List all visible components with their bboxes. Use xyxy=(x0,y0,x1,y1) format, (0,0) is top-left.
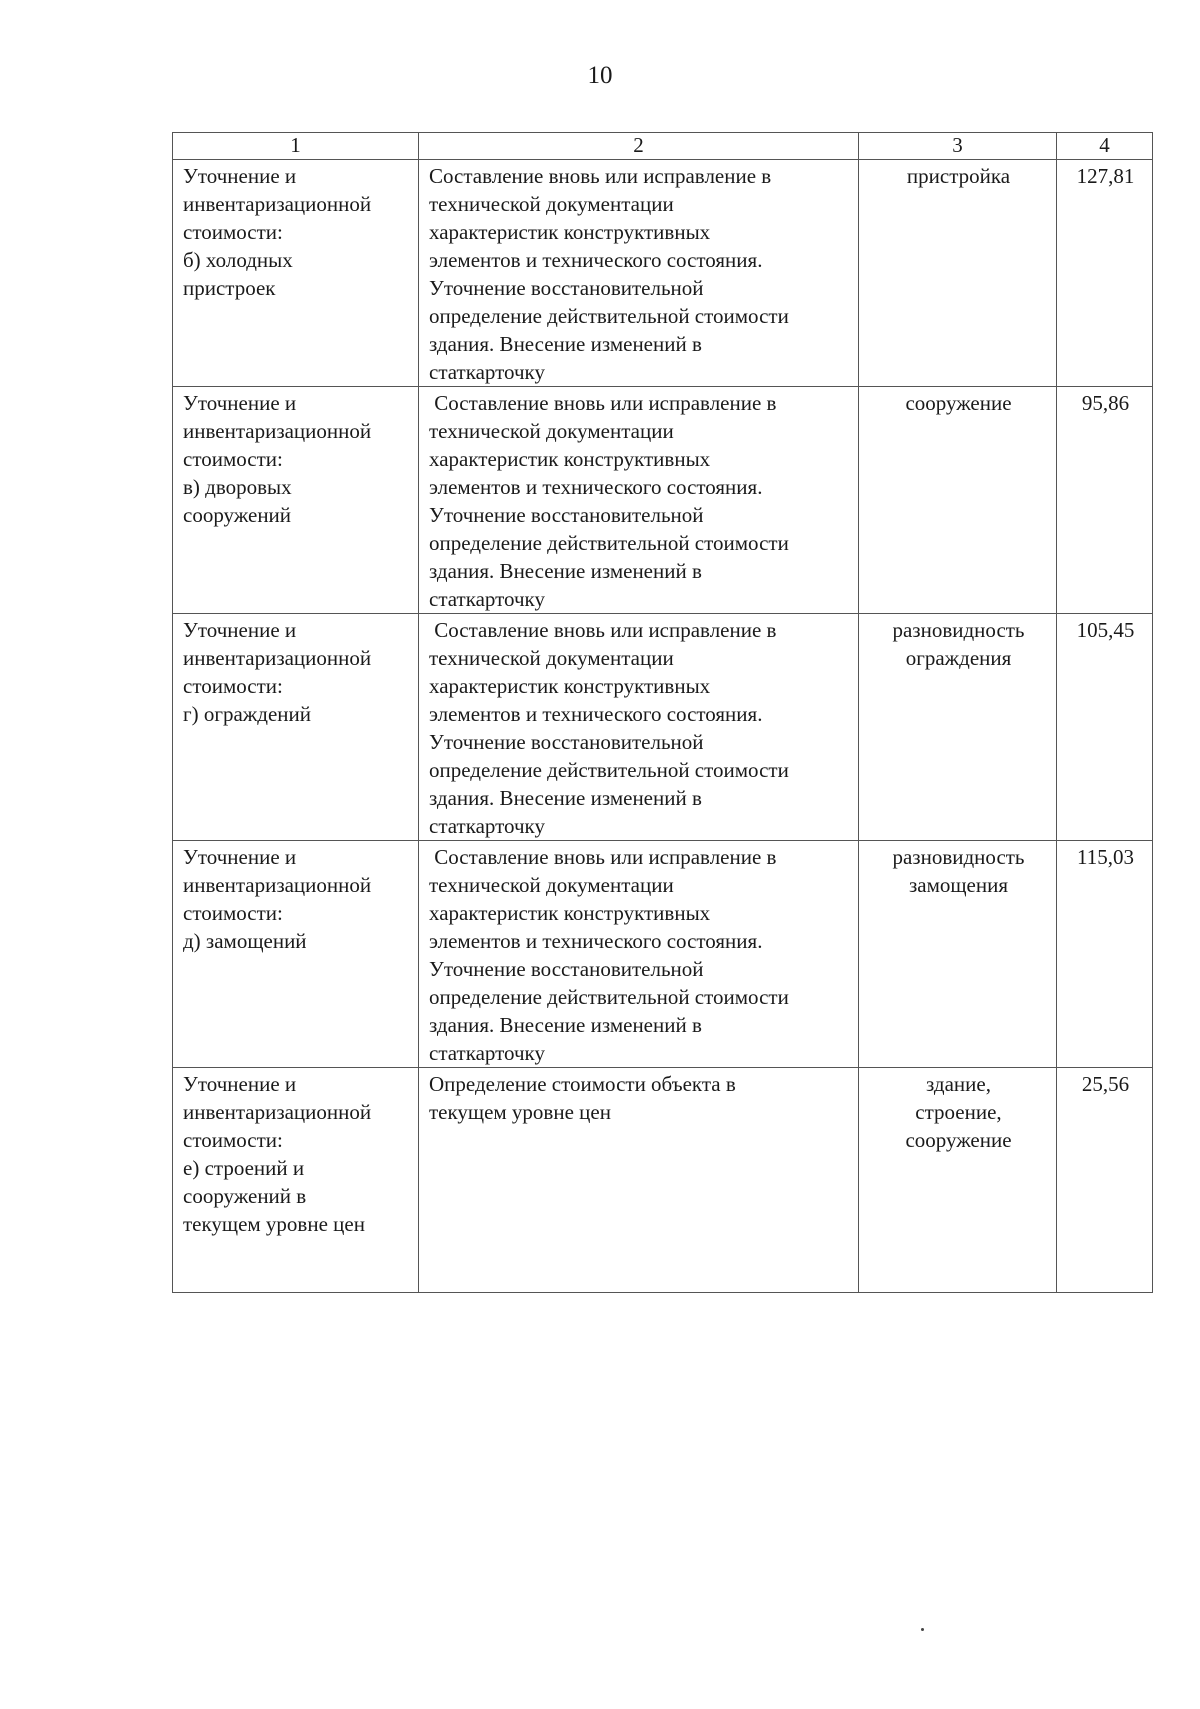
text-line: характеристик конструктивных xyxy=(429,447,711,471)
column-header: 2 xyxy=(419,133,859,160)
text-line: стоимости: xyxy=(183,220,283,244)
text-line: определение действительной стоимости xyxy=(429,304,789,328)
cell-price: 105,45 xyxy=(1057,614,1153,841)
text-line: сооружений в xyxy=(183,1184,307,1208)
page-number: 10 xyxy=(587,62,613,89)
column-header: 1 xyxy=(173,133,419,160)
text-line: Уточнение и xyxy=(183,1072,297,1096)
cell-work-type xyxy=(173,387,419,614)
text-line: Уточнение и xyxy=(183,164,297,188)
text-line: Уточнение восстановительной xyxy=(429,957,704,981)
text-line: пристройка xyxy=(906,164,1011,188)
cell-description xyxy=(419,160,859,387)
text-line: ограждения xyxy=(905,646,1012,670)
text-line: в) дворовых xyxy=(183,475,292,499)
text-line: Составление вновь или исправление в xyxy=(429,845,777,869)
text-line: статкарточку xyxy=(429,360,545,384)
text-line: Составление вновь или исправление в xyxy=(429,618,777,642)
cell-work-type xyxy=(173,1068,419,1293)
cell-unit xyxy=(859,614,1057,841)
text-line: инвентаризационной xyxy=(183,873,372,897)
text-line: замощения xyxy=(908,873,1009,897)
text-line: сооружение xyxy=(905,391,1012,415)
text-line: характеристик конструктивных xyxy=(429,674,711,698)
text-line: статкарточку xyxy=(429,1041,545,1065)
text-line: элементов и технического состояния. xyxy=(429,702,763,726)
cell-description xyxy=(419,614,859,841)
text-line: инвентаризационной xyxy=(183,192,372,216)
text-line: технической документации xyxy=(429,192,674,216)
text-line: технической документации xyxy=(429,646,674,670)
text-line: элементов и технического состояния. xyxy=(429,929,763,953)
text-line: технической документации xyxy=(429,419,674,443)
text-line: Уточнение и xyxy=(183,391,297,415)
text-line: Уточнение и xyxy=(183,845,297,869)
text-line: технической документации xyxy=(429,873,674,897)
text-line: инвентаризационной xyxy=(183,1100,372,1124)
text-line: д) замощений xyxy=(183,929,307,953)
text-line: Уточнение и xyxy=(183,618,297,642)
cell-description xyxy=(419,1068,859,1293)
text-line: элементов и технического состояния. xyxy=(429,475,763,499)
cell-description xyxy=(419,841,859,1068)
text-line: е) строений и xyxy=(183,1156,305,1180)
table-row xyxy=(173,1068,1153,1293)
table-row xyxy=(173,614,1153,841)
cell-unit xyxy=(859,160,1057,387)
pricing-table xyxy=(172,132,1153,1293)
text-line: Уточнение восстановительной xyxy=(429,503,704,527)
text-line: пристроек xyxy=(183,276,276,300)
text-line: Составление вновь или исправление в xyxy=(429,391,777,415)
cell-unit xyxy=(859,387,1057,614)
text-line: здание, xyxy=(926,1072,991,1096)
text-line: статкарточку xyxy=(429,587,545,611)
text-line: Уточнение восстановительной xyxy=(429,730,704,754)
table-header-row xyxy=(173,133,1153,160)
cell-price: 115,03 xyxy=(1057,841,1153,1068)
cell-description xyxy=(419,387,859,614)
table-row xyxy=(173,841,1153,1068)
cell-price: 127,81 xyxy=(1057,160,1153,387)
text-line: здания. Внесение изменений в xyxy=(429,786,702,810)
cell-unit xyxy=(859,1068,1057,1293)
text-line: инвентаризационной xyxy=(183,419,372,443)
column-header: 3 xyxy=(859,133,1057,160)
text-line: строение, xyxy=(915,1100,1002,1124)
text-line: здания. Внесение изменений в xyxy=(429,559,702,583)
text-line: Составление вновь или исправление в xyxy=(429,164,772,188)
text-line: статкарточку xyxy=(429,814,545,838)
text-line: инвентаризационной xyxy=(183,646,372,670)
cell-work-type xyxy=(173,160,419,387)
text-line: стоимости: xyxy=(183,1128,283,1152)
text-line: Определение стоимости объекта в xyxy=(429,1072,736,1096)
text-line: текущем уровне цен xyxy=(183,1212,365,1236)
text-line: определение действительной стоимости xyxy=(429,531,789,555)
text-line: здания. Внесение изменений в xyxy=(429,332,702,356)
text-line: стоимости: xyxy=(183,447,283,471)
text-line: Уточнение восстановительной xyxy=(429,276,704,300)
scan-speck xyxy=(921,1628,924,1631)
text-line: характеристик конструктивных xyxy=(429,901,711,925)
cell-price: 95,86 xyxy=(1057,387,1153,614)
text-line: стоимости: xyxy=(183,674,283,698)
text-line: б) холодных xyxy=(183,248,293,272)
text-line: элементов и технического состояния. xyxy=(429,248,763,272)
text-line: сооружений xyxy=(183,503,292,527)
text-line: характеристик конструктивных xyxy=(429,220,711,244)
text-line: разновидность xyxy=(892,845,1025,869)
table-row xyxy=(173,160,1153,387)
cell-price: 25,56 xyxy=(1057,1068,1153,1293)
text-line: разновидность xyxy=(892,618,1025,642)
text-line: здания. Внесение изменений в xyxy=(429,1013,702,1037)
text-line: текущем уровне цен xyxy=(429,1100,611,1124)
text-line: определение действительной стоимости xyxy=(429,758,789,782)
table-row xyxy=(173,387,1153,614)
text-line: сооружение xyxy=(905,1128,1012,1152)
text-line: г) ограждений xyxy=(183,702,312,726)
cell-unit xyxy=(859,841,1057,1068)
cell-work-type xyxy=(173,614,419,841)
cell-work-type xyxy=(173,841,419,1068)
text-line: определение действительной стоимости xyxy=(429,985,789,1009)
column-header: 4 xyxy=(1057,133,1153,160)
text-line: стоимости: xyxy=(183,901,283,925)
